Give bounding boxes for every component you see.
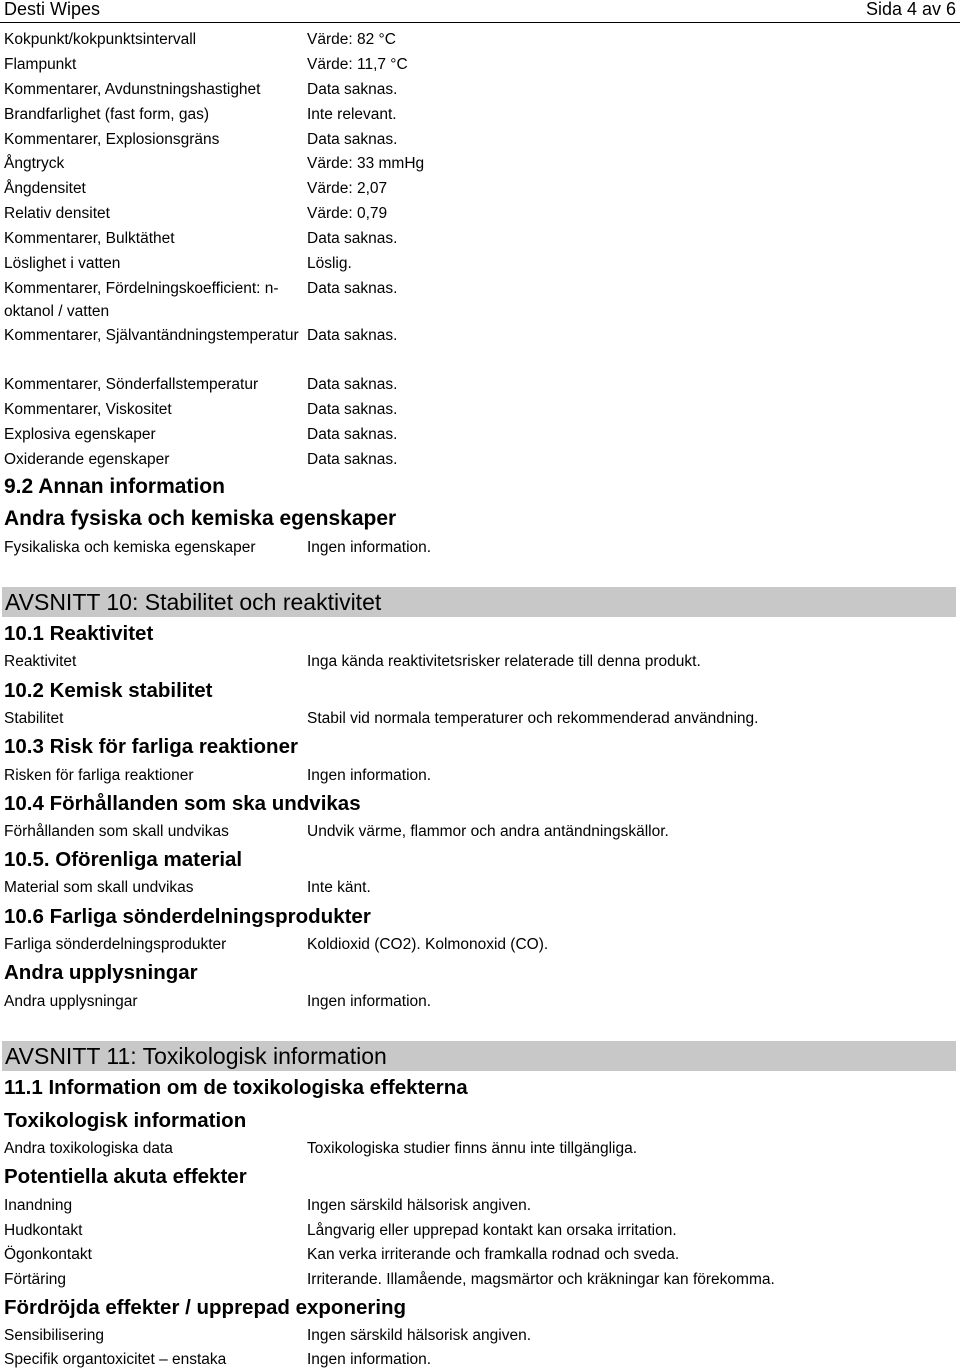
- subsection-heading: 10.6 Farliga sönderdelningsprodukter: [4, 905, 371, 928]
- property-label: Fysikaliska och kemiska egenskaper: [4, 539, 256, 556]
- property-label: Kommentarer, Avdunstningshastighet: [4, 81, 261, 98]
- property-label: Kommentarer, Självantändningstemperatur: [4, 327, 299, 344]
- subsection-heading: Potentiella akuta effekter: [4, 1165, 247, 1188]
- property-value: Inte känt.: [307, 879, 371, 896]
- property-value: Ingen information.: [307, 993, 432, 1010]
- property-value: Irriterande. Illamående, magsmärtor och kräkningar kan förekomma.: [307, 1271, 775, 1288]
- property-label: Förtäring: [4, 1271, 67, 1288]
- subsection-heading: 11.1 Information om de toxikologiska effekterna: [4, 1076, 468, 1099]
- property-label: Ångtryck: [4, 155, 65, 172]
- property-label: Oxiderande egenskaper: [4, 451, 170, 468]
- property-value: Värde: 0,79: [307, 205, 388, 222]
- property-label: Reaktivitet: [4, 653, 77, 670]
- property-label: Kommentarer, Viskositet: [4, 401, 172, 418]
- property-label: Specifik organtoxicitet – enstaka: [4, 1351, 227, 1368]
- property-label: Farliga sönderdelningsprodukter: [4, 936, 227, 953]
- property-value: Ingen särskild hälsorisk angiven.: [307, 1327, 532, 1344]
- property-label: Kommentarer, Bulktäthet: [4, 230, 175, 247]
- property-value: Långvarig eller upprepad kontakt kan orsaka irritation.: [307, 1222, 677, 1239]
- subsection-heading: Toxikologisk information: [4, 1109, 247, 1132]
- property-label: Explosiva egenskaper: [4, 426, 156, 443]
- subsection-heading: 10.2 Kemisk stabilitet: [4, 679, 213, 702]
- property-value: Ingen information.: [307, 767, 432, 784]
- property-value: Värde: 11,7 °C: [307, 56, 408, 73]
- property-label: Andra toxikologiska data: [4, 1140, 173, 1157]
- property-value: Data saknas.: [307, 280, 398, 297]
- property-value: Ingen särskild hälsorisk angiven.: [307, 1197, 532, 1214]
- property-value: Undvik värme, flammor och andra antändningskällor.: [307, 823, 669, 840]
- property-value: Data saknas.: [307, 81, 398, 98]
- subsection-heading: 10.3 Risk för farliga reaktioner: [4, 735, 298, 758]
- section-11-header: [2, 1041, 956, 1071]
- property-label: Sensibilisering: [4, 1327, 104, 1344]
- property-label: Ångdensitet: [4, 180, 86, 197]
- subsection-heading: Andra upplysningar: [4, 961, 198, 984]
- property-label: Ögonkontakt: [4, 1246, 92, 1263]
- property-value: Kan verka irriterande och framkalla rodnad och sveda.: [307, 1246, 680, 1263]
- subsection-heading: Fördröjda effekter / upprepad exponering: [4, 1296, 407, 1319]
- property-value: Koldioxid (CO2). Kolmonoxid (CO).: [307, 936, 549, 953]
- property-label: Löslighet i vatten: [4, 255, 121, 272]
- property-label: Stabilitet: [4, 710, 64, 727]
- property-label: Kommentarer, Fördelningskoefficient: n-oktanol / vatten: [4, 280, 279, 320]
- section-10-header: [2, 587, 956, 617]
- property-label: Flampunkt: [4, 56, 77, 73]
- property-value: Data saknas.: [307, 376, 398, 393]
- property-value: Data saknas.: [307, 131, 398, 148]
- subsection-heading: 10.1 Reaktivitet: [4, 622, 154, 645]
- property-value: Ingen information.: [307, 539, 432, 556]
- subsection-heading: 10.4 Förhållanden som ska undvikas: [4, 792, 361, 815]
- property-label: Relativ densitet: [4, 205, 110, 222]
- property-value: Data saknas.: [307, 327, 398, 344]
- property-value: Stabil vid normala temperaturer och rekommenderad användning.: [307, 710, 759, 727]
- property-value: Löslig.: [307, 255, 352, 272]
- page-header: [0, 0, 960, 20]
- property-value: Värde: 33 mmHg: [307, 155, 425, 172]
- property-label: Brandfarlighet (fast form, gas): [4, 106, 210, 123]
- subsection-heading: Andra fysiska och kemiska egenskaper: [4, 507, 397, 530]
- property-label: Hudkontakt: [4, 1222, 83, 1239]
- property-label: Inandning: [4, 1197, 73, 1214]
- property-label: Risken för farliga reaktioner: [4, 767, 194, 784]
- property-value: Data saknas.: [307, 401, 398, 418]
- property-value: Inte relevant.: [307, 106, 397, 123]
- subsection-heading: 10.5. Oförenliga material: [4, 848, 243, 871]
- property-label: Kommentarer, Sönderfallstemperatur: [4, 376, 259, 393]
- property-value: Data saknas.: [307, 451, 398, 468]
- property-value: Värde: 82 °C: [307, 31, 396, 48]
- document-title: Desti Wipes: [4, 0, 101, 19]
- property-label: Material som skall undvikas: [4, 879, 194, 896]
- page-number: Sida 4 av 6: [865, 0, 956, 19]
- property-value: Värde: 2,07: [307, 180, 388, 197]
- property-value: Data saknas.: [307, 426, 398, 443]
- property-value: Inga kända reaktivitetsrisker relaterade till denna produkt.: [307, 653, 701, 670]
- property-label: Förhållanden som skall undvikas: [4, 823, 229, 840]
- section-title: AVSNITT 11: Toxikologisk information: [5, 1043, 387, 1069]
- section-title: AVSNITT 10: Stabilitet och reaktivitet: [5, 589, 382, 615]
- subsection-heading: 9.2 Annan information: [4, 475, 225, 498]
- property-label: Andra upplysningar: [4, 993, 138, 1010]
- property-value: Ingen information.: [307, 1351, 432, 1368]
- property-label: Kommentarer, Explosionsgräns: [4, 131, 220, 148]
- property-value: Toxikologiska studier finns ännu inte tillgängliga.: [307, 1140, 638, 1157]
- header-rule: [0, 22, 960, 23]
- property-value: Data saknas.: [307, 230, 398, 247]
- property-label: Kokpunkt/kokpunktsintervall: [4, 31, 197, 48]
